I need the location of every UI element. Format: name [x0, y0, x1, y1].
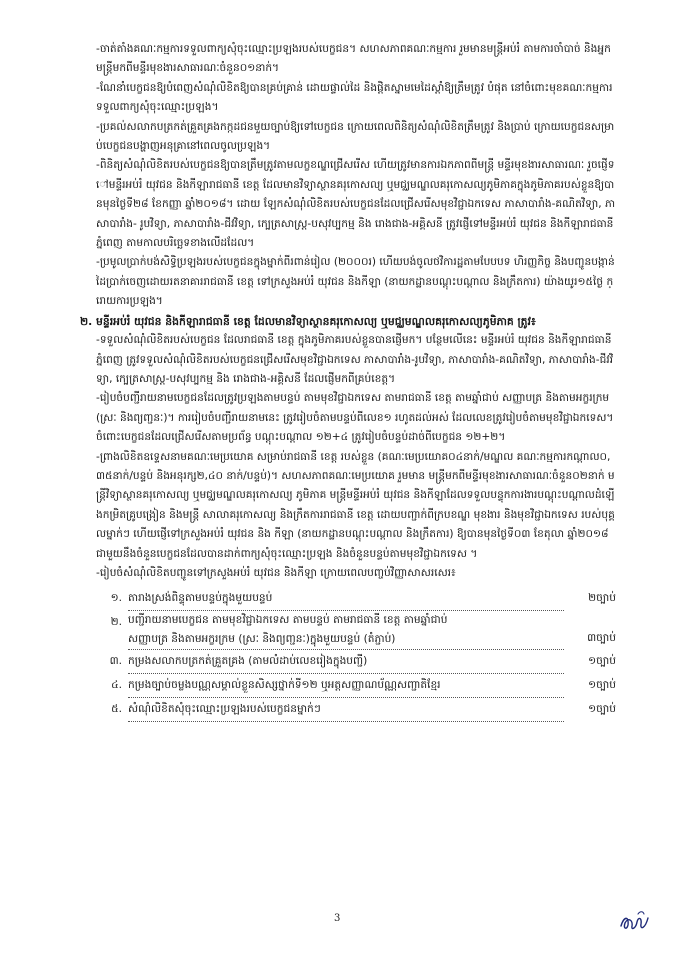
- section-heading-2: ២. មន្ទីរអប់រំ យុវជន និងកីឡារាជធានី ខេត្ត ដែលមានវិទ្យាស្ថានគរុកោសល្យ ឬមជ្ឈមណ្ឌលគរុកោសល្យភូមិភាគ ត្រូវ៖: [80, 314, 536, 328]
- list-item-text: កម្រងច្បាប់ចម្លងបណ្ណសម្គាល់ខ្លួនសិស្សថ្នាក់ទី១២ ឬអត្តសញ្ញាណប័ណ្ណសញ្ជាតិខ្មែរ: [128, 674, 564, 698]
- paragraph-4: -ពិនិត្យសំណុំលិខិតរបស់បេក្ខជនឱ្យបានត្រឹមត្រូវតាមលក្ខខណ្ឌជ្រើសរើស ហើយត្រូវមានការឯកភាពពីមន្ត្រី មន្ទីរមុខងារសាធារណៈ រួចផ្ញើទៅមន្ទីរអប់រំ យុវជន និងកីឡារាជធានី ខេត្ត ដែលមានវិទ្យាស្ថានគរុកោសល្យ ឬមជ្ឈមណ្ឌលគរុកោសល្យភូមិភាគក្នុងភូមិភាគរបស់ខ្លួនឱ្យបានមុនថ្ងៃទី២៨ ខែកញ្ញា ឆ្នាំ២០១៨។ ដោយ ឡែកសំណុំលិខិតរបស់បេក្ខជនដែលជ្រើសរើសមុខវិជ្ជាឯកទេស ភាសាបារាំង-គណិតវិទ្យា, ភាសាបារាំង- រូបវិទ្យា, ភាសាបារាំង-ជីវវិទ្យា, ក្បេត្រសាស្ត្រ-បសុវប្បកម្ម និង រោងជាង-អគ្គិសនី ត្រូវផ្ញើទៅមន្ទីរអប់រំ យុវជន និងកីឡារាជធានីភ្នំពេញ តាមកាលបរិច្ឆេទខាងលើដដែល។: [96, 159, 616, 250]
- list-item-count: ១ច្បាប់: [588, 679, 616, 692]
- list-item-text: សំណុំលិខិតសុំចុះឈ្មោះប្រឡងរបស់បេក្ខជនម្នាក់ៗ: [128, 698, 564, 722]
- list-item-number: ៥.: [111, 703, 122, 716]
- list-item-count: ៣ច្បាប់: [587, 632, 616, 645]
- list-item: [96, 650, 616, 674]
- list-item: [96, 698, 616, 722]
- paragraph-1: -ចាត់តាំងគណៈកម្មការទទួលពាក្យសុំចុះឈ្មោះប្រឡងរបស់បេក្ខជន។ សហសភាពគណៈកម្មការ រួមមានមន្ត្រីអប់រំ តាមការចាំបាច់ និងអ្នកមន្ត្រីមកពីមន្ទីរមុខងារសាធារណៈចំនួន០១នាក់។: [96, 43, 611, 75]
- list-item-count: ២ច្បាប់: [588, 592, 616, 605]
- list-item-count: ១ច្បាប់: [588, 655, 616, 668]
- handwritten-initials-icon: [618, 908, 652, 934]
- list-item-count: ១ច្បាប់: [588, 703, 616, 716]
- paragraph-3: -ប្រគល់សលាកបត្រកត់គ្រួតគ្រងកក្កដជនមួយច្បាប់ឱ្យទៅបេក្ខជន ក្រោយពេលពិនិត្យសំណុំលិខិតត្រឹមត្រូវ និងប្រាប់ ក្រោយបេក្ខជនសម្រាប់បេក្ខជនបង្ហាញអនុគ្រានៅពេលចូលប្រឡង។: [96, 120, 615, 153]
- paragraph-9: -រៀបចំសំណុំលិខិតបញ្ជូនទៅក្រសួងអប់រំ យុវជន និងកីឡា ក្រោយពេលបញ្ចប់វិញ្ញាសាសរសេរ៖: [96, 566, 456, 579]
- list-item-text-line-1: បញ្ជីរាយនាមបេក្ខជន តាមមុខវិជ្ជាឯកទេស តាមបន្ទប់ តាមរាជធានី ខេត្ត តាមឆ្នាំជាប់: [128, 614, 448, 627]
- list-item: [96, 611, 616, 650]
- paragraph-8: -ព្រាងលិខិតឧទ្ទេសនាមគណៈមេប្រយោគ សម្រាប់រាជធានី ខេត្ត របស់ខ្លួន (គណៈមេប្រយោគ០៤នាក់/មណ្ឌល គណៈកម្មការកណ្តាល០,៣៥នាក់/បន្ទប់ និងអនុរក្ស២,៤០ នាក់/បន្ទប់)។ សហសភាពគណៈមេប្រយោគ រួមមាន មន្ត្រីមកពីមន្ទីរមុខងារសាធារណៈចំនួន០២នាក់ មន្ត្រីវិទ្យាស្ថានគរុកោសល្យ ឬមជ្ឈមណ្ឌលគរុកោសល្យ ភូមិភាគ មន្ត្រីមន្ទីរអប់រំ យុវជន និងកីឡាដែលទទួលបន្ទុកការងារបណ្តុះបណ្តាលដំឡើងកម្រិតគ្រូបង្រៀន និងមន្ត្រី សាលាគរុកោសល្យ និងក្រឹតការរាជធានី ខេត្ត ដោយបញ្ជាក់ពីក្របខណ្ឌ មុខងារ និងមុខវិជ្ជាឯកទេស របស់បុគ្គលម្នាក់ៗ ហើយផ្ញើទៅក្រសួងអប់រំ យុវជន និង កីឡា (នាយកដ្ឋានបណ្តុះបណ្តាល និងក្រឹតការ) ឱ្យបានមុនថ្ងៃទី០៣ ខែតុលា ឆ្នាំ២០១៨ ជាមួយនឹងចំនួនបេក្ខជនដែលបានដាក់ពាក្យសុំចុះឈ្មោះប្រឡង និងចំនួនបន្ទប់តាមមុខវិជ្ជាឯកទេស ។: [96, 450, 615, 560]
- list-item: [96, 674, 616, 698]
- list-item-text: តារាងស្រង់ពិន្ទុតាមបន្ទប់ក្នុងមួយបន្ទប់: [128, 587, 564, 611]
- list-item-text: [128, 611, 564, 650]
- list-item: [96, 587, 616, 611]
- list-item-number: ៣.: [109, 655, 122, 668]
- list-item-number: ៤.: [111, 679, 122, 692]
- list-item-text: កម្រងសលាកបត្រកត់គ្រួតគ្រង (តាមលំដាប់លេខរៀងក្នុងបញ្ជី): [128, 650, 564, 674]
- page-number: 3: [334, 913, 341, 924]
- paragraph-2: -ណែនាំបេក្ខជនឱ្យបំពេញសំណុំលិខិតឱ្យបានគ្រប់គ្រាន់ ដោយផ្ទាល់ដៃ និងផ្តិតស្នាមមេដៃស្តាំឱ្យត្រឹមត្រូវ បំផុត នៅចំពោះមុខគណៈកម្មការទទួលពាក្យសុំចុះឈ្មោះប្រឡង។: [96, 81, 613, 114]
- paragraph-7: -រៀបចំបញ្ជីរាយនាមបេក្ខជនដែលត្រូវប្រឡងតាមបន្ទប់ តាមមុខវិជ្ជាឯកទេស តាមរាជធានី ខេត្ត តាមឆ្នាំជាប់ សញ្ញាបត្រ និងតាមអក្ខរក្រម (ស្រៈ និងព្យញ្ជនៈ)។ ការរៀបចំបញ្ជីរាយនាមនេះ ត្រូវរៀបចំតាមបន្ទប់ពីលេខ១ រហូតដល់អស់ ដែលលេខត្រូវរៀបចំតាមមុខវិជ្ជាឯកទេស។ ចំពោះបេក្ខជនដែលជ្រើសរើសតាមប្រព័ន្ធ បណ្តុះបណ្តាល ១២+៤ ត្រូវរៀបចំបន្ទប់ដាច់ពីបេក្ខជន ១២+២។: [96, 392, 614, 444]
- document-list: [96, 587, 616, 722]
- paragraph-5: -ប្រមូលប្រាក់បង់សិទ្ធិប្រឡងរបស់បេក្ខជនក្នុងម្នាក់ពីរពាន់រៀល (២០០០រ) ហើយបង់ចូលថវិការដ្ឋតាមបែបបទ ហិរញ្ញកិច្ច និងបញ្ជូនបង្កាន់ដៃប្រាក់ចេញដោយរតនាគាររាជធានី ខេត្ត ទៅក្រសួងអប់រំ យុវជន និងកីឡា (នាយកដ្ឋានបណ្តុះបណ្តាល និងក្រឹតការ) យ៉ាងយូរ១៥ថ្ងៃ ក្រោយការប្រឡង។: [96, 256, 615, 308]
- document-body: [80, 40, 616, 722]
- list-item-number: ១.: [110, 592, 122, 605]
- list-item-text-line-2: សញ្ញាបត្រ និងតាមអក្ខរក្រម (ស្រៈ និងព្យញ្ជនៈ)ក្នុងមួយបន្ទប់ (តំភ្ជាប់): [128, 630, 564, 650]
- paragraph-6: -ទទួលសំណុំលិខិតរបស់បេក្ខជន ដែលរាជធានី ខេត្ត ក្នុងភូមិភាគរបស់ខ្លួនបានផ្ញើមក។ បន្ថែមលើនេះ មន្ទីរអប់រំ យុវជន និងកីឡារាជធានីភ្នំពេញ ត្រូវទទួលសំណុំលិខិតរបស់បេក្ខជនជ្រើសរើសមុខវិជ្ជាឯកទេស ភាសាបារាំង-រូបវិទ្យា, ភាសាបារាំង-គណិតវិទ្យា, ភាសាបារាំង-ជីវវិទ្យា, ក្បេត្រសាស្ត្រ-បសុវប្បកម្ម និង រោងជាង-អគ្គិសនី ដែលផ្ញើមកពីគ្រប់ខេត្ត។: [96, 334, 614, 385]
- list-item-number: ២.: [110, 616, 122, 629]
